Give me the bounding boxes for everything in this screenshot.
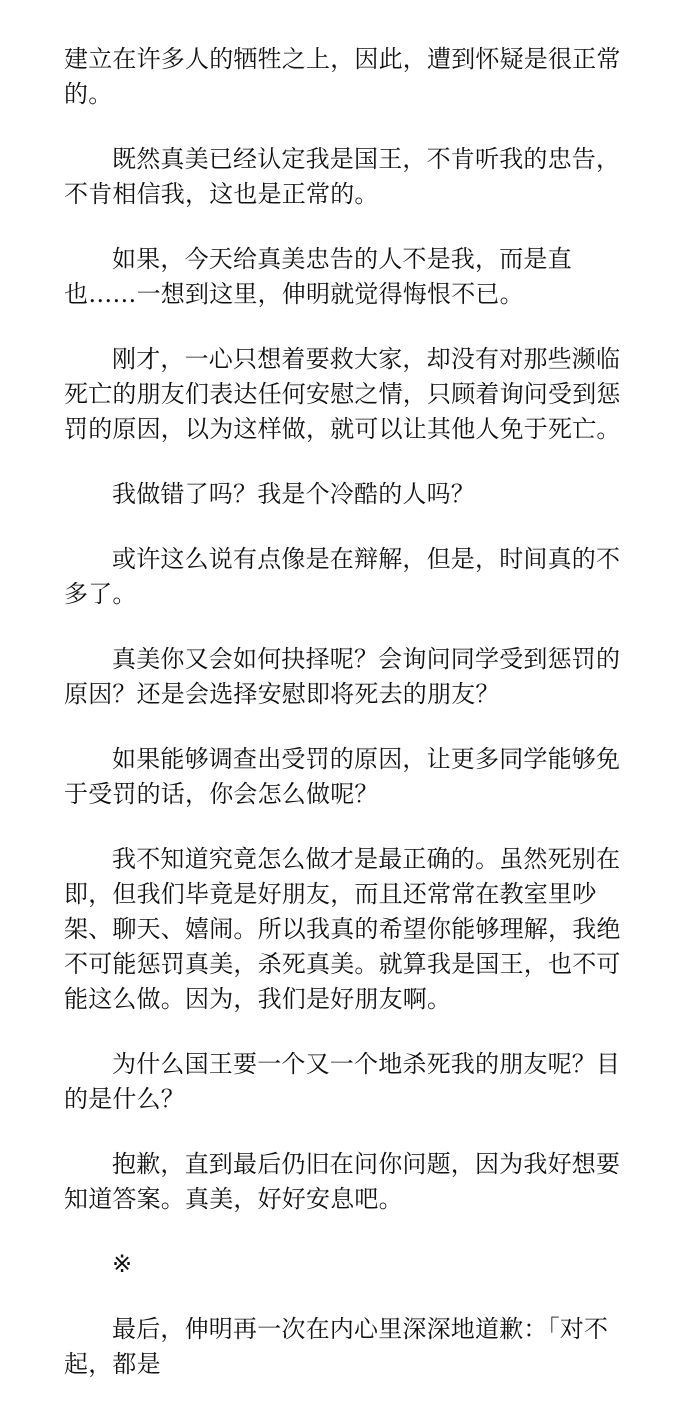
paragraph-7: 真美你又会如何抉择呢？会询问同学受到惩罚的原因？还是会选择安慰即将死去的朋友？ <box>64 645 621 708</box>
paragraph-4: 刚才，一心只想着要救大家，却没有对那些濒临死亡的朋友们表达任何安慰之情，只顾着询问受到惩罚的原因，以为这样做，就可以让其他人免于死亡。 <box>64 345 621 443</box>
paragraph-3: 如果，今天给真美忠告的人不是我，而是直也……一想到这里，伸明就觉得悔恨不已。 <box>64 245 572 308</box>
body-text <box>64 42 644 1412</box>
paragraph-11: 抱歉，直到最后仍旧在问你问题，因为我好想要知道答案。真美，好好安息吧。 <box>64 1150 621 1213</box>
paragraph-9: 我不知道究竟怎么做才是最正确的。虽然死别在即，但我们毕竟是好朋友，而且还常常在教室里吵架、聊天、嬉闹。所以我真的希望你能够理解，我绝不可能惩罚真美，杀死真美。就算我是国王，也不可能这么做。因为，我们是好朋友啊。 <box>64 845 621 1013</box>
paragraph-5: 我做错了吗？我是个冷酷的人吗？ <box>112 480 475 508</box>
paragraph-6: 或许这么说有点像是在辩解，但是，时间真的不多了。 <box>64 545 621 608</box>
paragraph-2: 既然真美已经认定我是国王，不肯听我的忠告，不肯相信我，这也是正常的。 <box>64 145 621 208</box>
section-separator: ※ <box>112 1250 133 1278</box>
paragraph-12: 最后，伸明再一次在内心里深深地道歉：「对不起，都是 <box>64 1315 609 1378</box>
paragraph-1: 建立在许多人的牺牲之上，因此，遭到怀疑是很正常的。 <box>64 45 621 108</box>
paragraph-8: 如果能够调查出受罚的原因，让更多同学能够免于受罚的话，你会怎么做呢？ <box>64 745 621 808</box>
paragraph-10: 为什么国王要一个又一个地杀死我的朋友呢？目的是什么？ <box>64 1050 621 1113</box>
